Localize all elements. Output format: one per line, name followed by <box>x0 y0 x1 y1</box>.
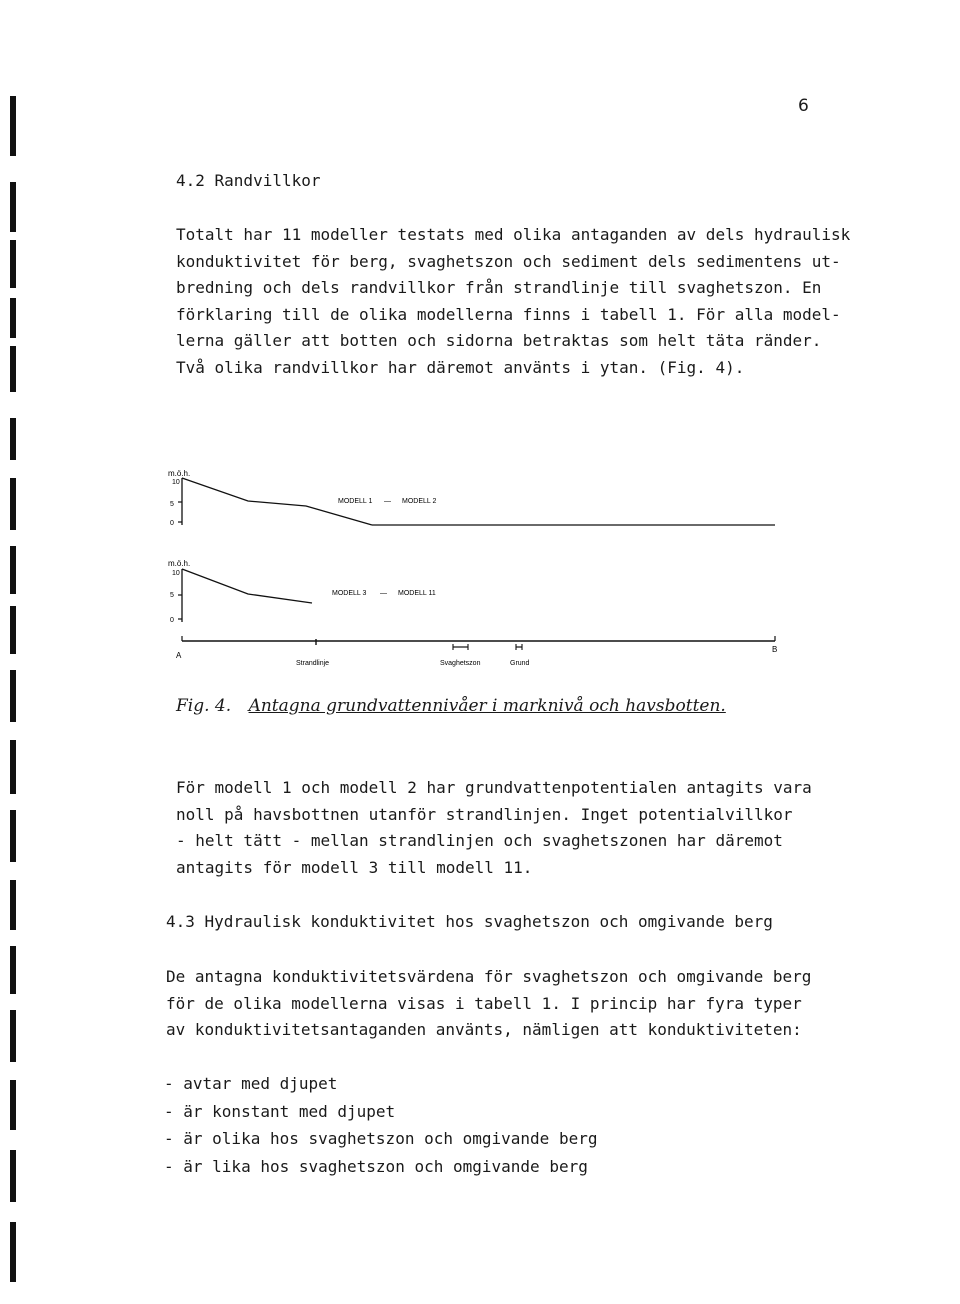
strandlinje-label: Strandlinje <box>296 660 330 667</box>
legend-modell-3: MODELL 3 <box>332 590 367 597</box>
text-line: antagits för modell 3 till modell 11. <box>176 857 533 877</box>
y-axis-label-upper: m.ö.h. <box>168 469 191 478</box>
text-line: De antagna konduktivitetsvärdena för svaghetszon och omgivande berg <box>166 967 812 986</box>
grund-label: Grund <box>510 660 530 667</box>
legend-dash-upper: — <box>384 498 391 505</box>
groundwater-level-lower <box>182 569 312 603</box>
svaghetszon-label: Svaghetszon <box>440 660 481 667</box>
legend-modell-2: MODELL 2 <box>402 498 437 505</box>
point-b-label: B <box>772 645 778 654</box>
text-line: konduktivitet för berg, svaghetszon och sediment dels sedimentens ut- <box>176 251 841 271</box>
legend-modell-11: MODELL 11 <box>398 590 436 597</box>
conductivity-type-list <box>164 1070 597 1180</box>
text-line: bredning och dels randvillkor från strandlinje till svaghetszon. En <box>176 278 822 297</box>
tick-label-10-lower: 10 <box>172 570 180 577</box>
list-item: - är lika hos svaghetszon och omgivande berg <box>164 1156 588 1176</box>
text-line: Totalt har 11 modeller testats med olika antaganden av dels hydraulisk <box>176 225 851 244</box>
text-line: förklaring till de olika modellerna finns i tabell 1. För alla model- <box>176 304 841 324</box>
y-axis-label-lower: m.ö.h. <box>168 559 191 568</box>
list-item: - är olika hos svaghetszon och omgivande berg <box>164 1129 598 1148</box>
list-item: - är konstant med djupet <box>164 1101 396 1121</box>
figure-caption-text: Antagna grundvattennivåer i marknivå och havsbotten. <box>248 696 726 716</box>
text-line: Två olika randvillkor har däremot använts i ytan. (Fig. 4). <box>176 357 745 377</box>
text-line: - helt tätt - mellan strandlinjen och svaghetszonen har däremot <box>176 831 783 850</box>
section-heading-4-3: 4.3 Hydraulisk konduktivitet hos svaghetszon och omgivande berg <box>166 912 773 931</box>
tick-label-0-lower: 0 <box>170 617 174 624</box>
tick-label-5-upper: 5 <box>170 501 174 508</box>
list-item: - avtar med djupet <box>164 1074 338 1093</box>
paragraph-konduktivitet <box>166 964 811 1044</box>
paragraph-after-figure <box>176 775 812 881</box>
point-a-label: A <box>176 651 182 660</box>
legend-modell-1: MODELL 1 <box>338 498 373 505</box>
text-line: lerna gäller att botten och sidorna betraktas som helt täta ränder. <box>176 331 822 350</box>
section-heading-4-2: 4.2 Randvillkor <box>176 171 321 190</box>
figure-caption-label: Fig. 4. <box>176 696 232 716</box>
figure-caption <box>176 696 726 716</box>
tick-label-5-lower: 5 <box>170 592 174 599</box>
tick-label-10-upper: 10 <box>172 479 180 486</box>
tick-label-0-upper: 0 <box>170 520 174 527</box>
text-line: för de olika modellerna visas i tabell 1. I princip har fyra typer <box>166 993 802 1013</box>
page-number: 6 <box>798 96 809 116</box>
text-line: av konduktivitetsantaganden använts, nämligen att konduktiviteten: <box>166 1020 802 1039</box>
text-line: För modell 1 och modell 2 har grundvattenpotentialen antagits vara <box>176 778 812 797</box>
legend-dash-lower: — <box>380 590 387 597</box>
text-line: noll på havsbottnen utanför strandlinjen. Inget potentialvillkor <box>176 804 793 824</box>
